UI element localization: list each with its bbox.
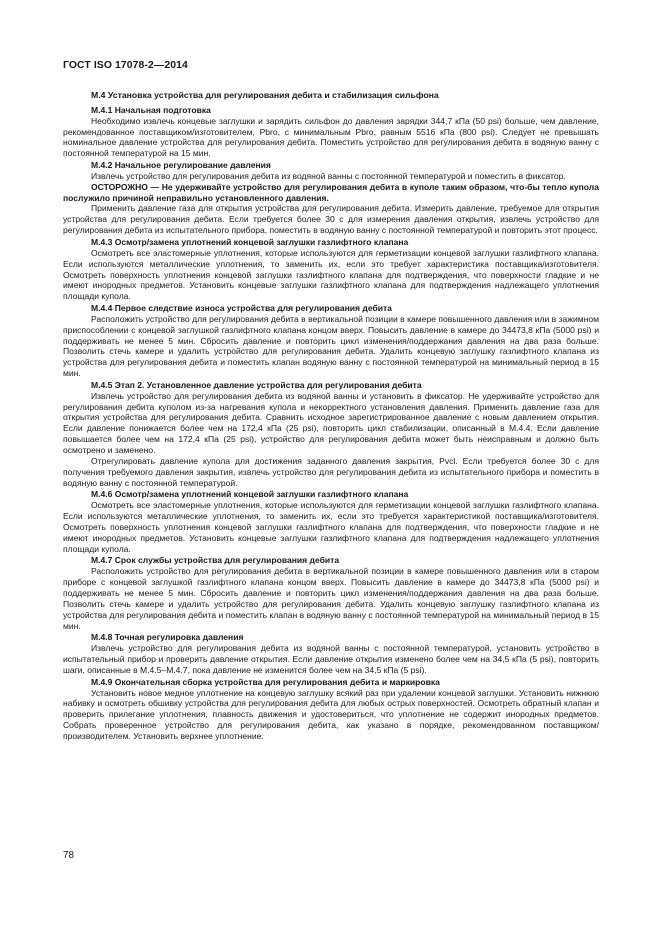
page-number: 78 <box>63 850 75 861</box>
paragraph: Извлечь устройство для регулирования дебита из водяной ванны с постоянной температурой, установить устройство в испытательный прибор и проверить давление открытия. Если давление открытия изменено более чем на 34,5 кПа (5 psi), повторить шаги, описанные в М.4.5–М.4.7, пока давление не изменится более чем на 34,5 кПа (5 psi). <box>63 643 599 675</box>
paragraph: Извлечь устройство для регулирования дебита из водяной ванны с постоянной температурой и поместить в фиксатор. <box>91 170 566 181</box>
paragraph: Применить давление газа для открытия устройства для регулирования дебита. Измерить давление, требуемое для открытия устройства для регулирования дебита. Если требуется более 30 с для измерения давления открытия, извлечь устройство для регулирования дебита из испытательного прибора, поместить в водяную ванну с постоянной температурой и повторить этот процесс. <box>63 203 599 236</box>
paragraph: Извлечь устройство для регулирования дебита из водяной ванны и установить в фиксатор. Не удерживайте устройство для регулирования дебита куполом из-за нагревания купола и некорректного установления давления. Применить давление газа для открытия устройства для регулирования дебита. Сравнить исходное зарегистрированное давление с новым давлением открытия. Если давление понижается более чем на 172,4 кПа (25 psi), повторить цикл стабилизации, описанный в М.4.4. Если давление повышается более чем на 172,4 кПа (25 psi), устройство для регулирования дебита может быть неисправным и должно быть осмотрено и заменено. <box>63 390 599 455</box>
subsection-heading: М.4.6 Осмотр/замена уплотнений концевой заглушки газлифтного клапана <box>91 489 409 500</box>
paragraph: Расположить устройство для регулирования дебита в вертикальной позиции в камере повышенного давления или в зажимном приспособлении с концевой заглушкой газлифтного клапана концом вверх. Повысить давление в камере до 34473,8 кПа (5000 psi) и поддерживать не менее 5 мин. Сбросить давление и повторить цикл изменения/поддержания давления на два раза больше. Позволить стечь камере и удалить устройство для регулирования дебита. Удалить концевую заглушку газлифтного клапана из устройства для регулирования дебита и поместить клапан водяную ванну с постоянной температурой на минимальный период в 15 мин. <box>63 313 599 379</box>
subsection-heading: М.4.8 Точная регулировка давления <box>91 632 244 643</box>
subsection-heading: М.4.9 Окончательная сборка устройства для регулирования дебита и маркировка <box>91 676 440 687</box>
paragraph: Отрегулировать давление купола для достижения заданного давления закрытия, Pvcl. Если требуется более 30 с для получения требуемого давления закрытия, извлечь устройство для регулирования дебита из испытательного прибора и поместить в водяную ванну с постоянной температурой. <box>63 455 599 488</box>
subsection-heading: М.4.2 Начальное регулирование давления <box>91 160 271 171</box>
subsection-heading: М.4.1 Начальная подготовка <box>91 104 211 115</box>
paragraph: Необходимо извлечь концевые заглушки и зарядить сильфон до давления зарядки 344,7 кПа (50 psi) больше, чем давление, рекомендованное поставщиком/изготовителем, Pbro, с минимальным Pbro, равным 5516 кПа (800 psi). Следует не превышать номинальное давление устройства для регулирования дебита. Поместить устройство для регулирования дебита в водяную ванну с постоянной температурой на 15 мин. <box>63 115 599 159</box>
document-header: ГОСТ ISO 17078-2—2014 <box>63 60 188 71</box>
subsection-heading: М.4.5 Этап 2. Установленное давление устройства для регулирования дебита <box>91 379 422 390</box>
warning-paragraph: ОСТОРОЖНО — Не удерживайте устройство для регулирования дебита в куполе таким образом, что-бы тепло купола послужило причиной неправильно установленного давления. <box>63 181 599 203</box>
section-blocks <box>63 105 599 742</box>
subsection-heading: М.4.3 Осмотр/замена уплотнений концевой заглушки газлифтного клапана <box>91 236 409 247</box>
paragraph: Установить новое медное уплотнение на концевую заглушку всякий раз при удалении концевой заглушки. Установить нижнюю набивку и осмотреть обшивку устройства для регулирования дебита для любых острых поверхностей. Осмотреть обратный клапан и проверить прилегание уплотнения, плавность движения и удостовериться, что уплотнение не содержит инородных предметов. Собрать проверенное устройство для регулирования дебита, как указано в порядке, рекомендованном поставщиком/производителем. Установить верхнее уплотнение. <box>63 687 599 741</box>
paragraph: Осмотреть все эластомерные уплотнения, которые используются для герметизации концевой заглушки газлифтного клапана. Если используются металлические уплотнения, то заменить их, если это требует характеристика поставщика/изготовителя. Осмотреть поверхность уплотнения концевой заглушки газлифтного клапана для подтверждения, что поверхности гладкие и не имеют инородных предметов. Установить концевые заглушки газлифтного клапана для подтверждения надлежащего уплотнения площади купола. <box>63 247 599 302</box>
subsection-heading: М.4.7 Срок службы устройства для регулирования дебита <box>91 555 340 566</box>
paragraph: Осмотреть все эластомерные уплотнения, которые используются для герметизации концевой заглушки газлифтного клапана. Если используются металлические уплотнения, то заменить их, если это требуется характеристикой поставщика/изготовителя. Осмотреть поверхность уплотнения концевой заглушки газлифтного клапана для подтверждения, что поверхности гладкие и не имеют инородных предметов. Установить концевые заглушки газлифтного клапана для подтверждения надлежащего уплотнения площади купола. <box>63 500 599 554</box>
document-body <box>63 90 599 742</box>
section-heading: М.4 Установка устройства для регулирования дебита и стабилизация сильфона <box>91 90 439 100</box>
paragraph: Расположить устройство для регулирования дебита в вертикальной позиции в камере повышенного давления или в старом приборе с концевой заглушкой газлифтного клапана концом вверх. Повысить давление в камере до 34473,8 кПа (5000 psi) и поддерживать не менее 5 мин. Сбросить давление и повторить цикл изменения/поддержания давления на два раза больше. Позволить стечь камере и удалить устройство для регулирования дебита. Удалить концевую заглушку газлифтного клапана из устройства для регулирования дебита и поместить клапан в водяную ванну с постоянной температурой на минимальный период в 15 мин. <box>63 566 599 631</box>
subsection-heading: М.4.4 Первое следствие износа устройства для регулирования дебита <box>91 303 392 314</box>
